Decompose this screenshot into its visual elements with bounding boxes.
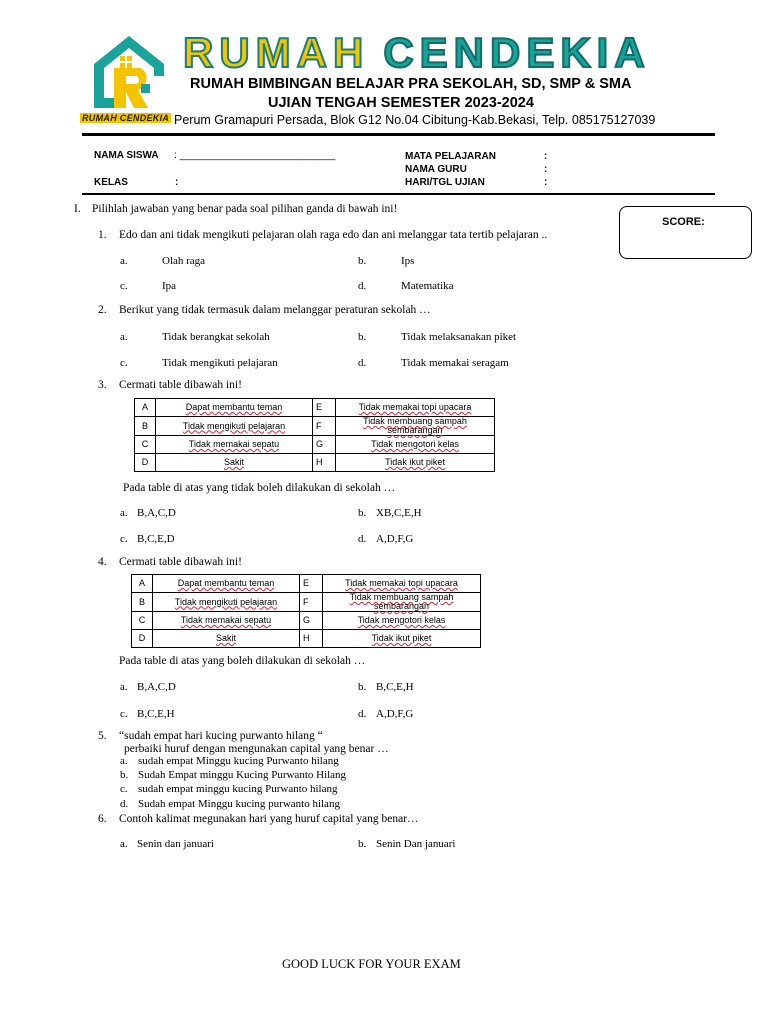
q2-opt-b[interactable]: Tidak melaksanakan piket bbox=[401, 331, 517, 343]
brand-word-2: CENDEKIA bbox=[383, 29, 651, 76]
q2-opt-d[interactable]: Tidak memakai seragam bbox=[401, 357, 509, 369]
school-logo bbox=[84, 32, 174, 112]
q5-opt-b-letter[interactable]: b. bbox=[120, 769, 129, 781]
table-cell: A bbox=[135, 399, 156, 417]
table-cell bbox=[336, 399, 495, 417]
brand-title bbox=[183, 30, 651, 76]
cell-text: Tidak membuang sampah sembarangan bbox=[363, 416, 467, 435]
table-cell: G bbox=[313, 436, 336, 454]
q4-prompt: Pada table di atas yang boleh dilakukan di sekolah … bbox=[119, 655, 366, 667]
q2-opt-a-letter[interactable]: a. bbox=[120, 331, 128, 343]
table-cell: A bbox=[132, 575, 153, 593]
q2-opt-a[interactable]: Tidak berangkat sekolah bbox=[162, 331, 270, 343]
address-line: Perum Gramapuri Persada, Blok G12 No.04 Cibitung-Kab.Bekasi, Telp. 085175127039 bbox=[174, 113, 656, 127]
q2-opt-c-letter[interactable]: c. bbox=[120, 357, 128, 369]
table-cell bbox=[156, 417, 313, 436]
q1-opt-a-letter[interactable]: a. bbox=[120, 255, 128, 267]
q4-text: Cermati table dibawah ini! bbox=[119, 556, 242, 568]
q3-opt-a[interactable]: B,A,C,D bbox=[137, 507, 176, 519]
label-kelas: KELAS bbox=[94, 177, 128, 188]
q4-opt-b-letter[interactable]: b. bbox=[358, 681, 367, 693]
table-cell bbox=[153, 630, 300, 648]
label-mata-pelajaran: MATA PELAJARAN bbox=[405, 151, 496, 162]
cell-text: Tidak mengikuti pelajaran bbox=[182, 420, 286, 431]
table-row bbox=[132, 593, 481, 612]
q3-number: 3. bbox=[98, 379, 107, 391]
table-cell: B bbox=[135, 417, 156, 436]
q4-opt-a-letter[interactable]: a. bbox=[120, 681, 128, 693]
q3-opt-b[interactable]: XB,C,E,H bbox=[376, 507, 422, 519]
q1-opt-b[interactable]: Ips bbox=[401, 255, 415, 267]
table-cell bbox=[323, 612, 481, 630]
q3-prompt: Pada table di atas yang tidak boleh dilakukan di sekolah … bbox=[123, 482, 396, 494]
table-cell bbox=[323, 575, 481, 593]
q5-opt-b[interactable]: Sudah Empat minggu Kucing Purwanto Hilang bbox=[138, 769, 347, 781]
q4-opt-d[interactable]: A,D,F,G bbox=[376, 708, 414, 720]
q4-opt-b[interactable]: B,C,E,H bbox=[376, 681, 414, 693]
q6-text: Contoh kalimat megunakan hari yang huruf capital yang benar… bbox=[119, 813, 419, 825]
q4-number: 4. bbox=[98, 556, 107, 568]
table-cell: H bbox=[313, 454, 336, 472]
q6-opt-a[interactable]: Senin dan januari bbox=[137, 838, 214, 850]
table-row bbox=[135, 454, 495, 472]
field-hari-tgl[interactable]: : bbox=[544, 177, 548, 188]
table-cell: F bbox=[300, 593, 323, 612]
score-label: SCORE: bbox=[662, 216, 705, 228]
section-instruction: Pilihlah jawaban yang benar pada soal pilihan ganda di bawah ini! bbox=[92, 203, 398, 215]
table-cell: C bbox=[135, 436, 156, 454]
q5-opt-d-letter[interactable]: d. bbox=[120, 798, 129, 810]
q2-opt-c[interactable]: Tidak mengikuti pelajaran bbox=[162, 357, 278, 369]
table-cell bbox=[336, 436, 495, 454]
cell-text: Tidak ikut piket bbox=[385, 457, 445, 467]
table-cell: H bbox=[300, 630, 323, 648]
cell-text: Tidak memakai topi upacara bbox=[345, 578, 458, 588]
field-nama-guru[interactable]: : bbox=[544, 164, 548, 175]
table-cell bbox=[153, 593, 300, 612]
q5-opt-a[interactable]: sudah empat Minggu kucing Purwanto hilang bbox=[138, 755, 339, 767]
table-cell: D bbox=[132, 630, 153, 648]
q3-opt-b-letter[interactable]: b. bbox=[358, 507, 367, 519]
q1-opt-a[interactable]: Olah raga bbox=[162, 255, 206, 267]
q3-table bbox=[134, 398, 495, 472]
q5-number: 5. bbox=[98, 730, 107, 742]
header-divider bbox=[82, 133, 715, 136]
cell-text: Dapat membantu teman bbox=[185, 402, 283, 412]
field-nama-siswa[interactable]: : ____________________________ bbox=[174, 150, 336, 161]
cell-text: Tidak memakai sepatu bbox=[180, 615, 272, 625]
q6-opt-b[interactable]: Senin Dan januari bbox=[376, 838, 456, 850]
house-r-logo-icon bbox=[84, 32, 174, 112]
table-cell bbox=[153, 575, 300, 593]
cell-text: Tidak memakai topi upacara bbox=[358, 402, 472, 412]
table-cell bbox=[156, 399, 313, 417]
cell-text: Sakit bbox=[215, 633, 236, 643]
footer-message: GOOD LUCK FOR YOUR EXAM bbox=[282, 957, 461, 971]
table-cell: C bbox=[132, 612, 153, 630]
q3-text: Cermati table dibawah ini! bbox=[119, 379, 242, 391]
label-nama-siswa: NAMA SISWA bbox=[94, 150, 159, 161]
q2-text: Berikut yang tidak termasuk dalam melanggar peraturan sekolah … bbox=[119, 304, 431, 316]
cell-text: Dapat membantu teman bbox=[177, 578, 275, 588]
table-cell bbox=[336, 454, 495, 472]
q5-opt-c[interactable]: sudah empat minggu kucing Purwanto hilang bbox=[138, 783, 338, 795]
brand-word-1: RUMAH bbox=[183, 29, 370, 76]
table-cell: E bbox=[300, 575, 323, 593]
q1-opt-c-letter[interactable]: c. bbox=[120, 280, 128, 292]
field-mata-pelajaran[interactable]: : bbox=[544, 151, 548, 162]
cell-text: Tidak membuang sampah sembarangan bbox=[349, 592, 454, 611]
q1-opt-d[interactable]: Matematika bbox=[401, 280, 454, 292]
exam-title: UJIAN TENGAH SEMESTER 2023-2024 bbox=[268, 95, 534, 111]
institution-line: RUMAH BIMBINGAN BELAJAR PRA SEKOLAH, SD, SMP & SMA bbox=[190, 76, 632, 92]
table-cell bbox=[323, 630, 481, 648]
table-cell: E bbox=[313, 399, 336, 417]
logo-caption: RUMAH CENDEKIA bbox=[82, 113, 170, 123]
table-row bbox=[135, 436, 495, 454]
q6-opt-b-letter[interactable]: b. bbox=[358, 838, 367, 850]
cell-text: Tidak memakai sepatu bbox=[188, 439, 280, 449]
table-row bbox=[135, 399, 495, 417]
q3-opt-d[interactable]: A,D,F,G bbox=[376, 533, 414, 545]
q3-opt-d-letter[interactable]: d. bbox=[358, 533, 367, 545]
q4-opt-a[interactable]: B,A,C,D bbox=[137, 681, 176, 693]
table-row bbox=[132, 630, 481, 648]
cell-text: Tidak mengotori kelas bbox=[371, 439, 459, 449]
table-cell: G bbox=[300, 612, 323, 630]
cell-text: Sakit bbox=[223, 457, 244, 467]
table-cell bbox=[323, 593, 481, 612]
field-kelas[interactable]: : bbox=[175, 177, 179, 188]
q5-text-2: perbaiki huruf dengan mengunakan capital yang benar … bbox=[124, 743, 389, 755]
q1-opt-c[interactable]: Ipa bbox=[162, 280, 177, 292]
q6-opt-a-letter[interactable]: a. bbox=[120, 838, 128, 850]
q1-text: Edo dan ani tidak mengikuti pelajaran olah raga edo dan ani melanggar tata tertib pelajaran .. bbox=[119, 229, 548, 241]
q2-number: 2. bbox=[98, 304, 107, 316]
table-cell bbox=[336, 417, 495, 436]
q3-opt-c-letter[interactable]: c. bbox=[120, 533, 128, 545]
label-nama-guru: NAMA GURU bbox=[405, 164, 467, 175]
q1-opt-b-letter[interactable]: b. bbox=[358, 255, 367, 267]
cell-text: Tidak mengotori kelas bbox=[357, 615, 446, 625]
table-row bbox=[135, 417, 495, 436]
q4-opt-c-letter[interactable]: c. bbox=[120, 708, 128, 720]
table-cell: D bbox=[135, 454, 156, 472]
table-cell bbox=[156, 454, 313, 472]
cell-text: Tidak mengikuti pelajaran bbox=[174, 596, 278, 607]
label-hari-tgl: HARI/TGL UJIAN bbox=[405, 177, 485, 188]
q1-opt-d-letter[interactable]: d. bbox=[358, 280, 367, 292]
q3-opt-c[interactable]: B,C,E,D bbox=[137, 533, 175, 545]
q5-opt-c-letter[interactable]: c. bbox=[120, 783, 128, 795]
cell-text: Tidak ikut piket bbox=[371, 633, 432, 643]
q5-opt-d[interactable]: Sudah empat Minggu kucing purwanto hilang bbox=[138, 798, 340, 810]
q1-number: 1. bbox=[98, 229, 107, 241]
q2-opt-d-letter[interactable]: d. bbox=[358, 357, 367, 369]
q2-opt-b-letter[interactable]: b. bbox=[358, 331, 367, 343]
q4-opt-c[interactable]: B,C,E,H bbox=[137, 708, 175, 720]
q6-number: 6. bbox=[98, 813, 107, 825]
table-cell: F bbox=[313, 417, 336, 436]
table-cell bbox=[156, 436, 313, 454]
q5-text: “sudah empat hari kucing purwanto hilang “ bbox=[119, 730, 323, 742]
score-box[interactable] bbox=[619, 206, 752, 259]
q5-opt-a-letter[interactable]: a. bbox=[120, 755, 128, 767]
section-number: I. bbox=[74, 203, 81, 215]
q3-opt-a-letter[interactable]: a. bbox=[120, 507, 128, 519]
table-cell bbox=[153, 612, 300, 630]
q4-opt-d-letter[interactable]: d. bbox=[358, 708, 367, 720]
identity-divider bbox=[82, 193, 715, 195]
table-row bbox=[132, 612, 481, 630]
q4-table bbox=[131, 574, 481, 648]
table-row bbox=[132, 575, 481, 593]
table-cell: B bbox=[132, 593, 153, 612]
